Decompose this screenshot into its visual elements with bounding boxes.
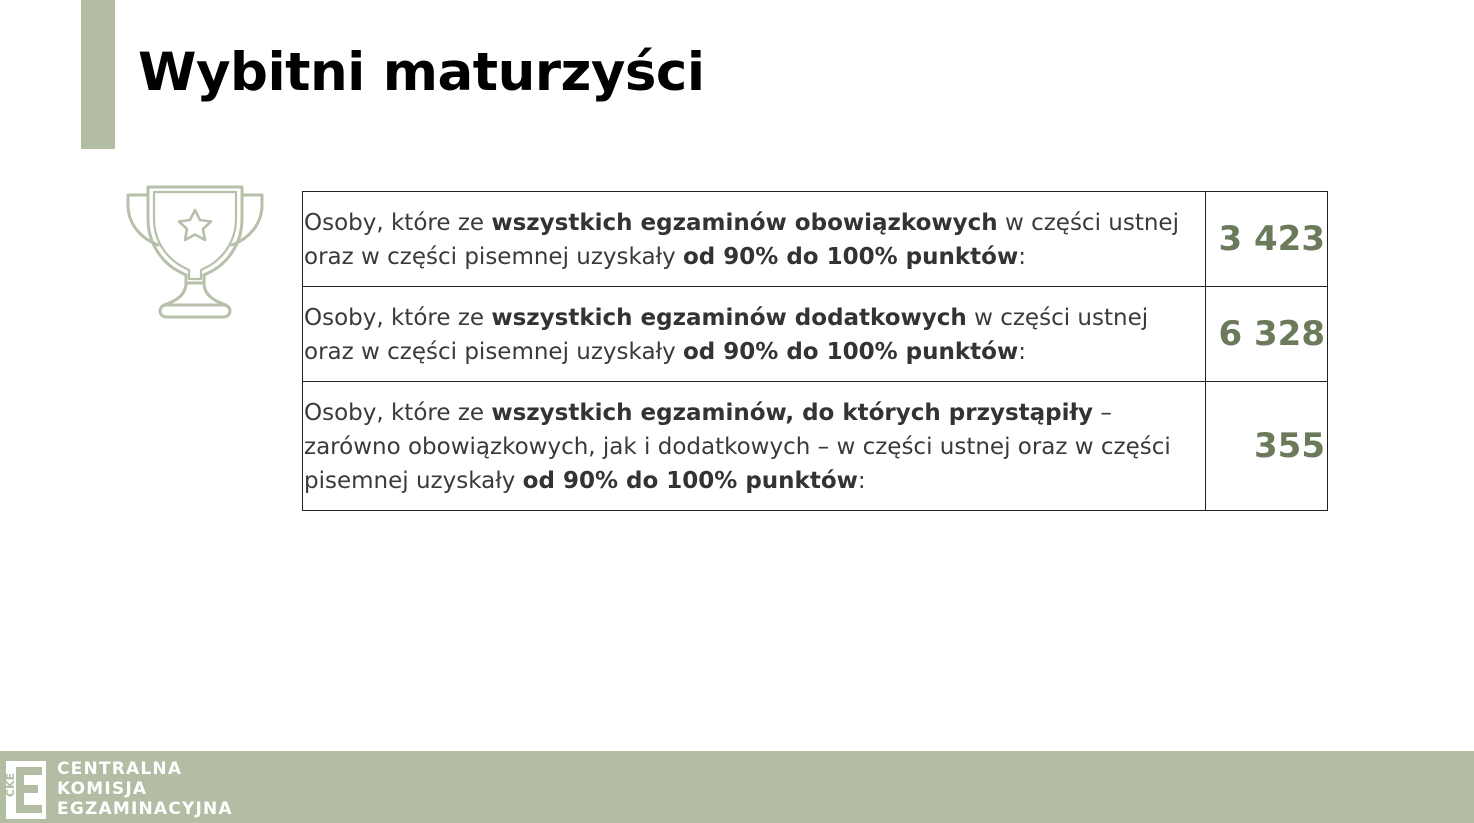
footer-bar	[0, 751, 1474, 823]
table-row	[303, 382, 1328, 511]
logo-line: EGZAMINACYJNA	[57, 799, 233, 819]
page-title: Wybitni maturzyści	[138, 42, 705, 103]
logo-mark-text: CKE	[4, 772, 17, 797]
row-value: 355	[1206, 382, 1328, 511]
description-text: – zarówno obowiązkowych, jak i dodatkowych – w części ustnej oraz w części pisemnej uzyskały	[304, 400, 1171, 494]
title-accent-bar	[81, 0, 115, 149]
description-bold-text: wszystkich egzaminów, do których przystąpiły	[491, 400, 1094, 426]
description-text: :	[1018, 339, 1026, 365]
row-description	[303, 287, 1206, 382]
description-text: :	[857, 468, 866, 494]
description-text: Osoby, które ze	[304, 400, 492, 426]
table-row	[303, 192, 1328, 287]
description-bold-text: od 90% do 100% punktów	[522, 468, 858, 494]
logo-line: CENTRALNA	[57, 759, 183, 779]
cke-logo-icon	[6, 761, 46, 819]
logo-line: KOMISJA	[57, 779, 148, 799]
description-bold-text: od 90% do 100% punktów	[683, 339, 1019, 365]
row-description	[303, 192, 1206, 287]
description-text: w części ustnej oraz w części pisemnej uzyskały	[304, 305, 1149, 365]
footer-logo-text	[57, 759, 233, 819]
description-text: Osoby, które ze	[304, 305, 492, 331]
trophy-icon	[124, 183, 266, 323]
description-text: Osoby, które ze	[304, 210, 492, 236]
row-description	[303, 382, 1206, 511]
description-bold-text: wszystkich egzaminów dodatkowych	[491, 305, 967, 331]
description-text: :	[1018, 244, 1026, 270]
row-value: 3 423	[1206, 192, 1328, 287]
table-row	[303, 287, 1328, 382]
description-bold-text: wszystkich egzaminów obowiązkowych	[491, 210, 998, 236]
stats-table	[302, 191, 1328, 511]
row-value: 6 328	[1206, 287, 1328, 382]
description-text: w części ustnej oraz w części pisemnej uzyskały	[304, 210, 1179, 270]
description-bold-text: od 90% do 100% punktów	[683, 244, 1019, 270]
